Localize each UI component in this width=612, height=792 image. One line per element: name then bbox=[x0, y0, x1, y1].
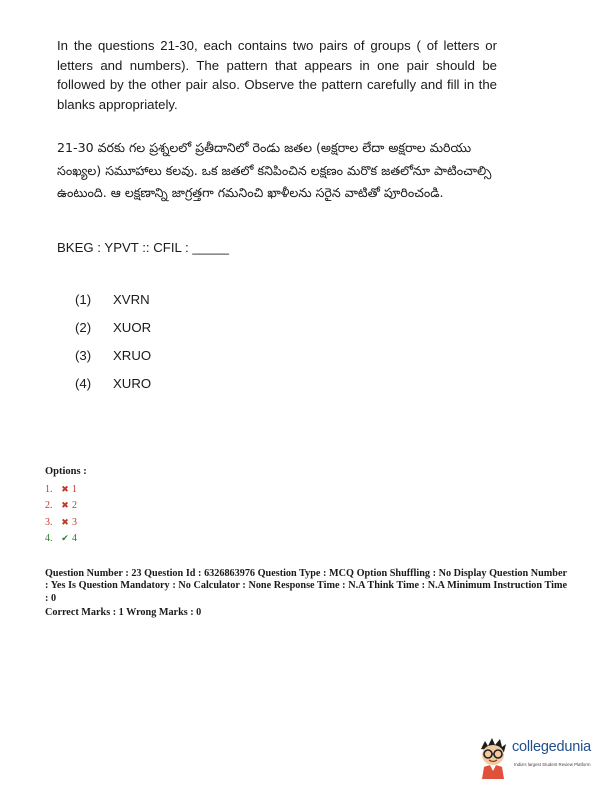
choice-number: (1) bbox=[75, 292, 92, 307]
choice-number: (2) bbox=[75, 320, 92, 335]
choice-1 bbox=[75, 292, 151, 320]
logo-tagline: India's largest Student Review Platform bbox=[514, 762, 591, 767]
choice-text: XURO bbox=[113, 376, 152, 391]
option-value: 3 bbox=[72, 516, 77, 528]
option-row-4 bbox=[45, 531, 87, 548]
cross-icon: ✖ bbox=[61, 500, 69, 511]
choice-number: (3) bbox=[75, 348, 92, 363]
choice-3 bbox=[75, 348, 151, 376]
logo-name: collegedunia bbox=[512, 739, 592, 755]
cross-icon: ✖ bbox=[61, 483, 69, 494]
option-row-2 bbox=[45, 498, 87, 515]
option-row-3 bbox=[45, 514, 87, 531]
option-row-1 bbox=[45, 481, 87, 498]
question-text-telugu: 21-30 వరకు గల ప్రశ్నలలో ప్రతీదానిలో రెండు జతల (అక్షరాల లేదా అక్షరాల మరియు సంఖ్యల) సమూహాలు కలవు. ఒక జతలో కనిపించిన లక్షణం మరొక జతలోనూ పాటించాల్సి ఉంటుంది. ఆ లక్షణాన్ని జాగ్రత్తగా గమనించి ఖాళీలను సరైన వాటితో పూరించండి. bbox=[57, 140, 492, 200]
cross-icon: ✖ bbox=[61, 516, 69, 527]
collegedunia-logo bbox=[476, 733, 602, 783]
question-text-english: In the questions 21-30, each contains two pairs of groups ( of letters or letters and numbers). The pattern that appears in one pair should be followed by the other pair also. Observe the pattern carefully and fill in the blanks appropriately. bbox=[57, 38, 497, 112]
option-label: 4. bbox=[45, 533, 53, 545]
analogy-question: BKEG : YPVT :: CFIL : _____ bbox=[57, 240, 230, 255]
mascot-icon bbox=[476, 735, 510, 781]
choice-text: XUOR bbox=[113, 320, 152, 335]
option-value: 2 bbox=[72, 500, 77, 512]
options-title: Options : bbox=[45, 466, 87, 477]
check-icon: ✔ bbox=[61, 533, 69, 544]
option-label: 2. bbox=[45, 500, 53, 512]
choice-4 bbox=[75, 376, 151, 404]
options-block bbox=[45, 466, 87, 547]
marks-info: Correct Marks : 1 Wrong Marks : 0 bbox=[45, 607, 202, 618]
choice-text: XRUO bbox=[113, 348, 152, 363]
choice-text: XVRN bbox=[113, 292, 150, 307]
question-meta: Question Number : 23 Question Id : 6326863976 Question Type : MCQ Option Shuffling : No Display Question Number : Yes Is Question Mandatory : No Calculator : None Response Time : N.A Think Time : N.A Minimum Instruction Time : 0 bbox=[45, 568, 567, 604]
choice-number: (4) bbox=[75, 376, 92, 391]
answer-choices bbox=[75, 292, 151, 404]
choice-2 bbox=[75, 320, 151, 348]
option-label: 1. bbox=[45, 483, 53, 495]
option-value: 1 bbox=[72, 483, 77, 495]
option-value: 4 bbox=[72, 533, 77, 545]
option-label: 3. bbox=[45, 516, 53, 528]
